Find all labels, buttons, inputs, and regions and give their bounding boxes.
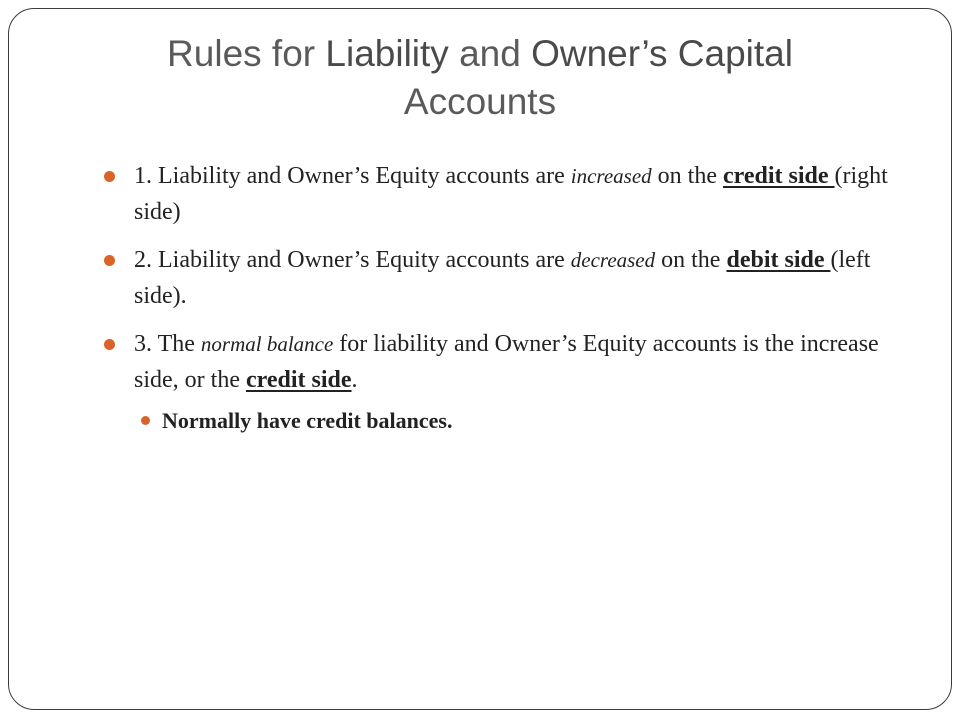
- bullet-2-strong: debit side: [726, 247, 831, 273]
- sub-bullet: [104, 406, 904, 436]
- bullet-2-text-pre: 2. Liability and Owner’s Equity accounts are: [134, 247, 571, 273]
- title-text-2: and: [448, 33, 532, 74]
- sub-bullet-dot-icon: [141, 416, 150, 425]
- bullet-3-text-pre: 3. The: [134, 331, 201, 357]
- bullet-1: [104, 158, 904, 230]
- bullet-3-text-post: .: [351, 367, 358, 393]
- bullet-1-text-pre: 1. Liability and Owner’s Equity accounts are: [134, 163, 571, 189]
- title-keyword-owners-capital: Owner’s Capital: [531, 33, 793, 74]
- bullet-3: [104, 326, 904, 398]
- bullet-3-text-mid: for liability and Owner’s Equity accounts is the increase side, or the: [134, 331, 879, 393]
- bullet-1-strong: credit side: [722, 163, 835, 189]
- bullet-2-text-mid: on the: [655, 247, 727, 273]
- bullet-1-text-post: (right side): [134, 163, 888, 225]
- bullet-dot-icon: [104, 171, 115, 182]
- title-keyword-liability: Liability: [325, 33, 449, 74]
- bullet-dot-icon: [104, 339, 115, 350]
- bullet-3-strong: credit side: [245, 367, 352, 393]
- title-text-1: Rules for: [167, 33, 326, 74]
- slide-content: [104, 158, 904, 436]
- sub-bullet-text: Normally have credit balances.: [162, 408, 453, 433]
- bullet-1-emphasis: increased: [570, 164, 652, 188]
- bullet-3-emphasis: normal balance: [200, 332, 334, 356]
- bullet-dot-icon: [104, 255, 115, 266]
- slide-title: [0, 30, 960, 126]
- bullet-2-text-post: (left side).: [134, 247, 871, 309]
- bullet-2-emphasis: decreased: [570, 248, 656, 272]
- title-text-3: Accounts: [403, 81, 557, 122]
- bullet-1-text-mid: on the: [651, 163, 723, 189]
- bullet-2: [104, 242, 904, 314]
